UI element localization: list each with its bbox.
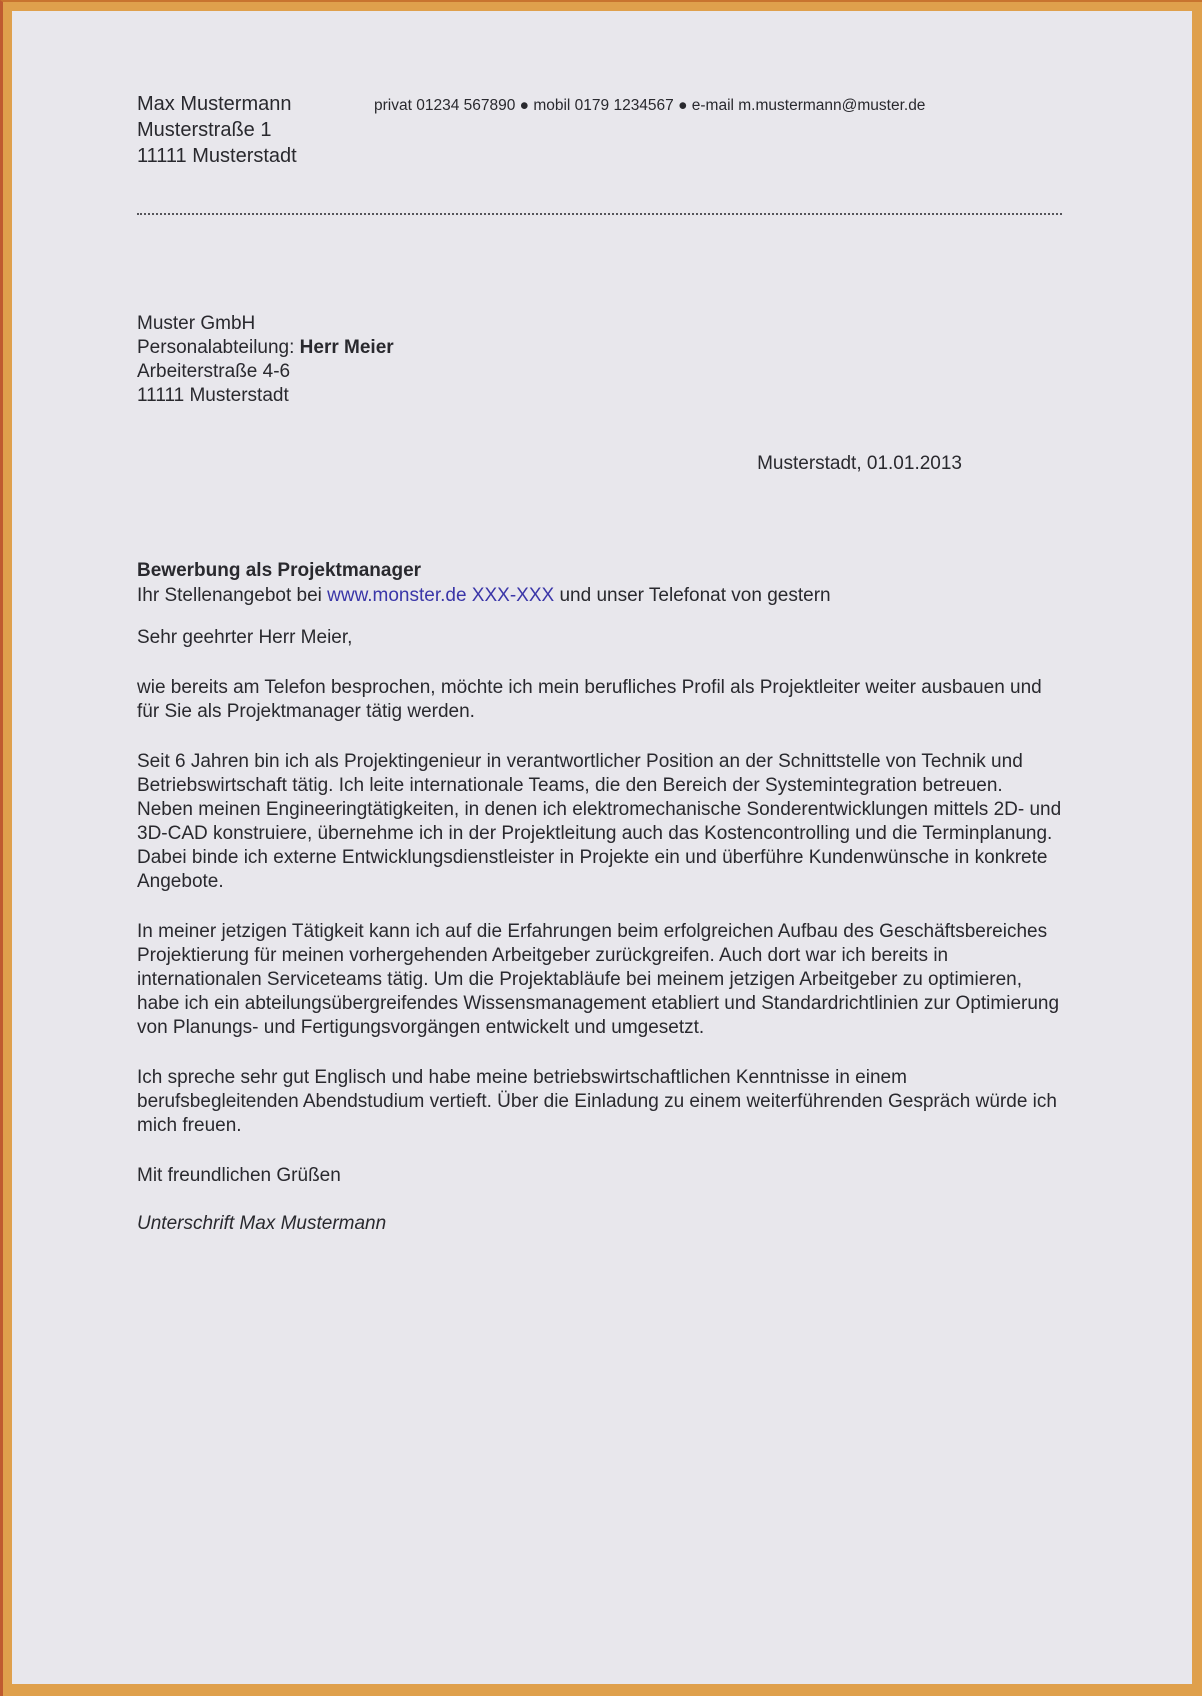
- sender-address-block: [137, 91, 374, 169]
- sender-name: Max Mustermann: [137, 93, 292, 115]
- recipient-department-label: Personalabteilung:: [137, 337, 300, 358]
- recipient-street: Arbeiterstraße 4-6: [137, 361, 291, 382]
- letter-header: [137, 91, 1062, 169]
- body-paragraph-1: wie bereits am Telefon besprochen, möchte ich mein berufliches Profil als Projektleiter weiter ausbauen und für Sie als Projektmanager tätig werden.: [137, 677, 1042, 722]
- dotted-divider: [137, 213, 1062, 215]
- salutation: Sehr geehrter Herr Meier,: [137, 627, 353, 648]
- subject-reference-line: [137, 583, 1062, 608]
- job-posting-link[interactable]: www.monster.de XXX-XXX: [327, 585, 555, 606]
- body-paragraph-2: Seit 6 Jahren bin ich als Projektingenieur in verantwortlicher Position an der Schnittstelle von Technik und Betriebswirtschaft tätig. Ich leite internationale Teams, die den Bereich der Systemintegration betreuen. Neben meinen Engineeringtätigkeiten, in denen ich elektromechanische Sonderentwicklungen mittels 2D- und 3D-CAD konstruiere, übernehme ich in der Projektleitung auch das Kostencontrolling und die Terminplanung. Dabei binde ich externe Entwicklungsdienstleister in Projekte ein und überführe Kundenwünsche in konkrete Angebote.: [137, 751, 1062, 892]
- subject-block: [137, 558, 1062, 608]
- subject-reference-prefix: Ihr Stellenangebot bei: [137, 585, 328, 606]
- signature-line: Unterschrift Max Mustermann: [137, 1213, 387, 1234]
- sender-contact-line: privat 01234 567890 ● mobil 0179 1234567 ● e-mail m.mustermann@muster.de: [374, 97, 926, 114]
- date-line: Musterstadt, 01.01.2013: [757, 453, 962, 474]
- body-paragraph-4: Ich spreche sehr gut Englisch und habe meine betriebswirtschaftlichen Kenntnisse in einem berufsbegleitenden Abendstudium vertieft. Über die Einladung zu einem weiterführenden Gespräch würde ich mich freuen.: [137, 1067, 1057, 1136]
- closing-formula: Mit freundlichen Grüßen: [137, 1165, 341, 1186]
- subject-title: Bewerbung als Projektmanager: [137, 560, 422, 581]
- letter-page: [12, 11, 1192, 1684]
- recipient-address-block: [137, 312, 1062, 408]
- sender-city: 11111 Musterstadt: [137, 145, 297, 167]
- subject-reference-suffix: und unser Telefonat von gestern: [554, 585, 831, 606]
- recipient-company: Muster GmbH: [137, 313, 256, 334]
- recipient-contact-person: Herr Meier: [299, 337, 394, 358]
- body-paragraph-3: In meiner jetzigen Tätigkeit kann ich auf die Erfahrungen beim erfolgreichen Aufbau des Geschäftsbereiches Projektierung für meinen vorhergehenden Arbeitgeber zurückgreifen. Auch dort war ich bereits in internationalen Serviceteams tätig. Um die Projektabläufe bei meinem jetzigen Arbeitgeber zu optimieren, habe ich ein abteilungsübergreifendes Wissensmanagement etabliert und Standardrichtlinien zur Optimierung von Planungs- und Fertigungsvorgängen entwickelt und umgesetzt.: [137, 921, 1060, 1038]
- sender-street: Musterstraße 1: [137, 119, 272, 141]
- recipient-department-line: [137, 336, 1062, 360]
- recipient-city: 11111 Musterstadt: [137, 385, 289, 406]
